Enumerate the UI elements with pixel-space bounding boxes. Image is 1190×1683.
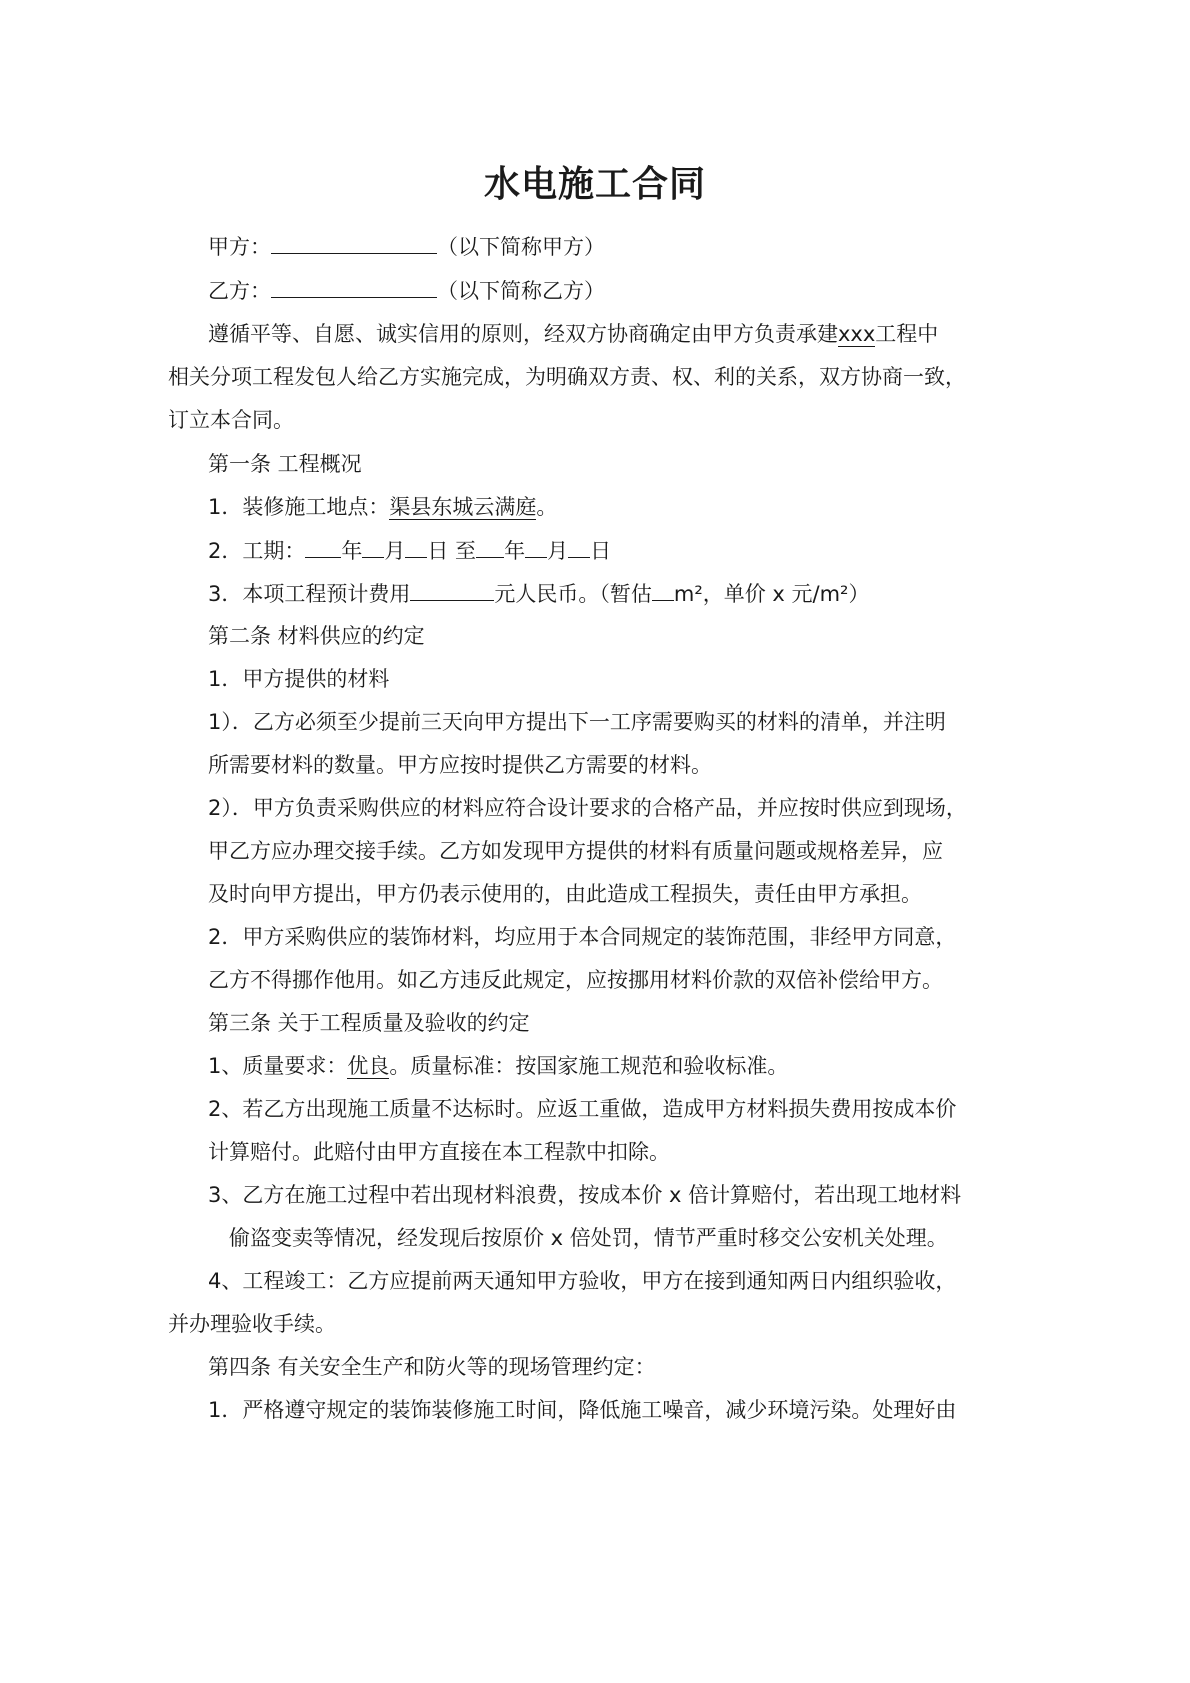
start-year-blank xyxy=(305,535,341,558)
article-3-item-3b: 偷盗变卖等情况，经发现后按原价 x 倍处罚，情节严重时移交公安机关处理。 xyxy=(229,1226,948,1250)
document-title: 水电施工合同 xyxy=(483,164,706,205)
article-2-item-2b: 乙方不得挪作他用。如乙方违反此规定，应按挪用材料价款的双倍补偿给甲方。 xyxy=(208,968,943,992)
article-2-item-1-1b: 所需要材料的数量。甲方应按时提供乙方需要的材料。 xyxy=(208,753,712,777)
end-day-unit: 日 xyxy=(590,539,612,563)
party-b-line xyxy=(208,275,605,306)
article-3-item-4a: 4、工程竣工：乙方应提前两天通知甲方验收，甲方在接到通知两日内组织验收， xyxy=(208,1269,957,1293)
article-3-title: 第三条 关于工程质量及验收的约定 xyxy=(208,1011,530,1035)
intro-line-1 xyxy=(208,319,938,349)
article-2-item-1-2a: 2）．甲方负责采购供应的材料应符合设计要求的合格产品，并应按时供应到现场， xyxy=(208,796,967,820)
site-value: 渠县东城云满庭 xyxy=(389,495,537,519)
article-1-item-2 xyxy=(208,535,611,566)
article-3-item-1 xyxy=(208,1051,788,1081)
intro-text-1a: 遵循平等、自愿、诚实信用的原则，经双方协商确定由甲方负责承建 xyxy=(208,322,838,346)
end-year-blank xyxy=(476,535,504,558)
party-b-blank xyxy=(271,275,437,298)
article-3-item-3a: 3、乙方在施工过程中若出现材料浪费，按成本价 x 倍计算赔付，若出现工地材料 xyxy=(208,1183,962,1207)
area-unit-price: m²，单价 x 元/m²） xyxy=(673,582,870,606)
article-4-title: 第四条 有关安全生产和防火等的现场管理约定： xyxy=(208,1355,656,1379)
start-month-unit: 月 xyxy=(384,539,406,563)
article-2-item-1-2b: 甲乙方应办理交接手续。乙方如发现甲方提供的材料有质量问题或规格差异，应 xyxy=(208,839,943,863)
site-label: 1．装修施工地点： xyxy=(208,495,390,519)
end-year-unit: 年 xyxy=(504,539,526,563)
cost-blank xyxy=(410,578,494,601)
end-month-blank xyxy=(525,535,547,558)
site-end: 。 xyxy=(536,495,558,519)
quality-label: 1、质量要求： xyxy=(208,1054,348,1078)
intro-text-1b: 工程中 xyxy=(875,322,939,346)
party-a-label: 甲方： xyxy=(208,235,271,259)
article-3-item-2a: 2、若乙方出现施工质量不达标时。应返工重做，造成甲方材料损失费用按成本价 xyxy=(208,1097,957,1121)
intro-line-2: 相关分项工程发包人给乙方实施完成，为明确双方责、权、利的关系，双方协商一致， xyxy=(168,365,966,389)
duration-label: 2．工期： xyxy=(208,539,306,563)
party-a-line xyxy=(208,231,605,262)
area-blank xyxy=(652,578,674,601)
article-1-item-3 xyxy=(208,578,869,609)
party-b-label: 乙方： xyxy=(208,279,271,303)
start-day-unit: 日 至 xyxy=(427,539,477,563)
end-day-blank xyxy=(568,535,590,558)
cost-label: 3．本项工程预计费用 xyxy=(208,582,411,606)
quality-value: 优良 xyxy=(347,1054,390,1078)
article-1-item-1 xyxy=(208,492,557,522)
party-a-suffix: （以下简称甲方） xyxy=(437,235,605,259)
article-2-item-1: 1．甲方提供的材料 xyxy=(208,667,390,691)
start-day-blank xyxy=(405,535,427,558)
article-2-item-1-2c: 及时向甲方提出，甲方仍表示使用的，由此造成工程损失，责任由甲方承担。 xyxy=(208,882,922,906)
article-3-item-2b: 计算赔付。此赔付由甲方直接在本工程款中扣除。 xyxy=(208,1140,670,1164)
party-a-blank xyxy=(271,231,437,254)
intro-line-3: 订立本合同。 xyxy=(168,408,294,432)
article-2-title: 第二条 材料供应的约定 xyxy=(208,624,425,648)
start-year-unit: 年 xyxy=(341,539,363,563)
party-b-suffix: （以下简称乙方） xyxy=(437,279,605,303)
article-2-item-2a: 2．甲方采购供应的装饰材料，均应用于本合同规定的装饰范围，非经甲方同意， xyxy=(208,925,957,949)
project-name: xxx xyxy=(838,322,876,346)
start-month-blank xyxy=(362,535,384,558)
article-1-title: 第一条 工程概况 xyxy=(208,452,362,476)
quality-standard: 。质量标准：按国家施工规范和验收标准。 xyxy=(389,1054,789,1078)
cost-unit: 元人民币。（暂估 xyxy=(494,582,652,606)
article-4-item-1a: 1．严格遵守规定的装饰装修施工时间，降低施工噪音，减少环境污染。处理好由 xyxy=(208,1398,957,1422)
article-2-item-1-1a: 1）．乙方必须至少提前三天向甲方提出下一工序需要购买的材料的清单，并注明 xyxy=(208,710,946,734)
end-month-unit: 月 xyxy=(547,539,569,563)
article-3-item-4b: 并办理验收手续。 xyxy=(168,1312,336,1336)
